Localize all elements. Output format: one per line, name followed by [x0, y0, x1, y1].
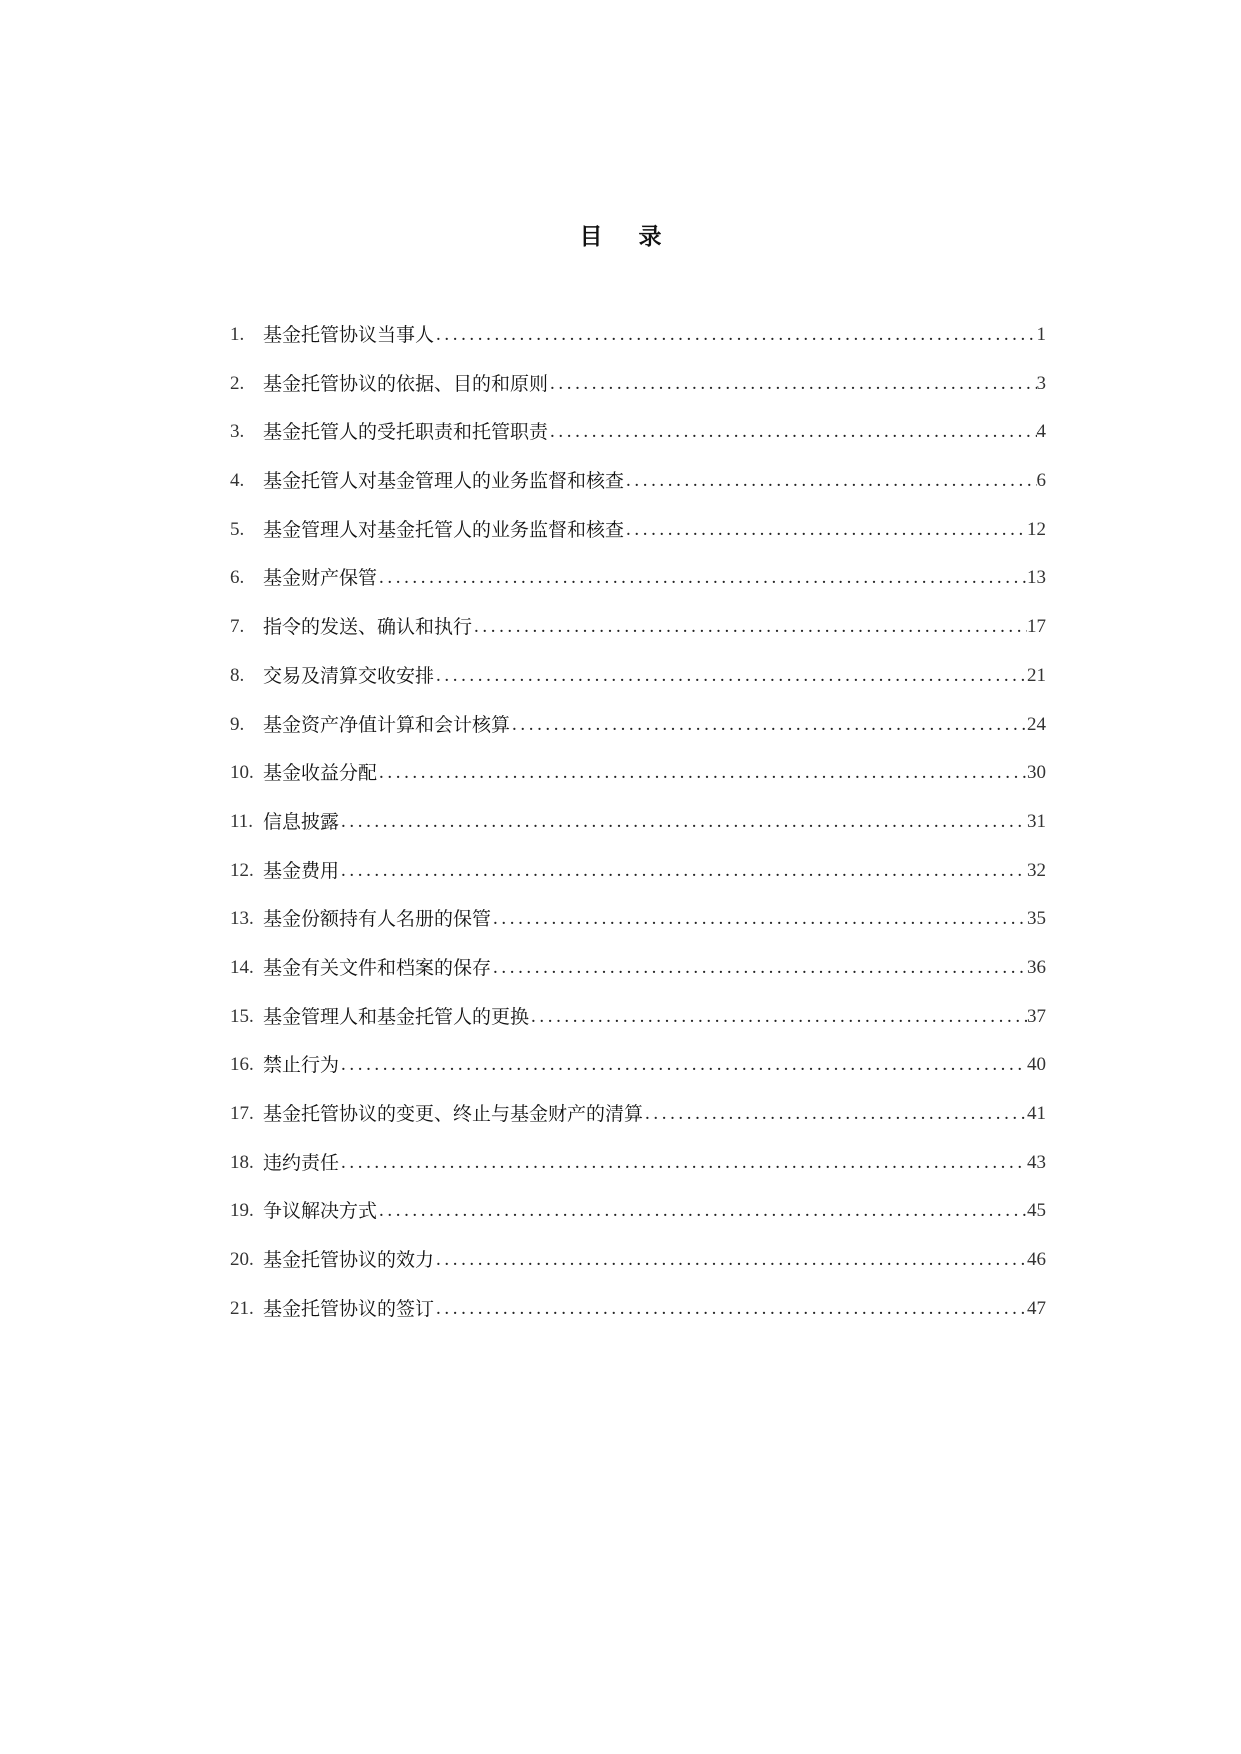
toc-entry-title: 争议解决方式 [263, 1200, 378, 1223]
toc-entry-number: 6. [230, 567, 245, 589]
toc-entry-page: 30 [1027, 762, 1046, 784]
toc-entry-number: 14. [230, 956, 254, 978]
toc-dot-leader [377, 1198, 1027, 1224]
toc-entry-number: 18. [230, 1151, 254, 1173]
toc-entry-number: 15. [230, 1005, 254, 1027]
toc-entry-page: 47 [1027, 1297, 1046, 1319]
toc-entry-title: 基金财产保管 [263, 567, 378, 590]
toc-entry-title: 基金份额持有人名册的保管 [263, 908, 492, 931]
toc-dot-leader [339, 858, 1027, 884]
toc-dot-leader [624, 468, 1036, 494]
toc-entry-number: 16. [230, 1054, 254, 1076]
toc-entry-number: 8. [230, 664, 245, 686]
toc-entry[interactable] [230, 858, 1046, 907]
toc-entry[interactable] [230, 517, 1046, 566]
toc-entry-page: 43 [1027, 1151, 1046, 1173]
toc-entry[interactable] [230, 1052, 1046, 1101]
toc-entry-number: 5. [230, 518, 245, 540]
toc-entry[interactable] [230, 1198, 1046, 1247]
toc-entry-title: 基金资产净值计算和会计核算 [263, 713, 511, 736]
toc-dot-leader [339, 809, 1027, 835]
toc-entry-page: 41 [1027, 1103, 1046, 1124]
toc-dot-leader [624, 517, 1027, 543]
toc-entry-number: 9. [230, 713, 245, 735]
toc-entry-title: 基金托管协议的签订 [263, 1297, 435, 1320]
toc-entry[interactable] [230, 614, 1046, 663]
toc-dot-leader [529, 1004, 1027, 1030]
toc-entry-number: 19. [230, 1200, 254, 1222]
toc-dot-leader [548, 419, 1036, 445]
toc-dot-leader [434, 1296, 1027, 1322]
toc-entry-page: 12 [1027, 518, 1046, 540]
toc-entry[interactable] [230, 419, 1046, 468]
toc-entry-title: 基金托管协议的效力 [263, 1249, 435, 1272]
toc-entry-number: 20. [230, 1249, 254, 1271]
toc-entry-title: 违约责任 [263, 1151, 340, 1174]
toc-entry-title: 基金管理人和基金托管人的更换 [263, 1005, 530, 1028]
toc-entry-number: 1. [230, 324, 245, 345]
toc-entry-number: 2. [230, 372, 245, 394]
toc-entry-number: 11. [230, 810, 254, 832]
toc-entry-page: 17 [1027, 616, 1046, 638]
toc-entry-page: 6 [1036, 470, 1046, 492]
toc-entry-title: 基金收益分配 [263, 762, 378, 785]
toc-entry-number: 17. [230, 1103, 254, 1124]
toc-dot-leader [434, 322, 1036, 348]
toc-dot-leader [339, 1052, 1027, 1078]
toc-dot-leader [434, 663, 1027, 689]
toc-entry-page: 40 [1027, 1054, 1046, 1076]
toc-entry-page: 21 [1027, 664, 1046, 686]
toc-entry-title: 指令的发送、确认和执行 [263, 616, 473, 639]
toc-dot-leader [339, 1150, 1027, 1176]
toc-entry[interactable] [230, 809, 1046, 858]
toc-entry-page: 32 [1027, 859, 1046, 881]
toc-entry-page: 31 [1027, 810, 1046, 832]
toc-entry-title: 基金托管人的受托职责和托管职责 [263, 421, 549, 444]
toc-dot-leader [472, 614, 1027, 640]
toc-entry[interactable] [230, 1004, 1046, 1053]
toc-entry-number: 13. [230, 908, 254, 930]
toc-entry-page: 24 [1027, 713, 1046, 735]
toc-entry-title: 禁止行为 [263, 1054, 340, 1077]
toc-entry-number: 4. [230, 470, 245, 492]
toc-entry-page: 36 [1027, 956, 1046, 978]
toc-entry[interactable] [230, 906, 1046, 955]
toc-title: 目 录 [579, 223, 676, 250]
toc-entry[interactable] [230, 322, 1046, 371]
toc-entry-number: 21. [230, 1297, 254, 1319]
toc-entry[interactable] [230, 1150, 1046, 1199]
toc-entry-title: 信息披露 [263, 810, 340, 833]
toc-dot-leader [491, 955, 1027, 981]
toc-entry-page: 37 [1027, 1005, 1046, 1027]
toc-entry-title: 基金托管协议的变更、终止与基金财产的清算 [263, 1103, 644, 1125]
toc-entry[interactable] [230, 760, 1046, 809]
toc-entry[interactable] [230, 565, 1046, 614]
toc-entry-page: 3 [1036, 372, 1046, 394]
toc-entry[interactable] [230, 955, 1046, 1004]
toc-entry[interactable] [230, 663, 1046, 712]
toc-entry-page: 46 [1027, 1249, 1046, 1271]
toc-entry[interactable] [230, 712, 1046, 761]
toc-dot-leader [434, 1247, 1027, 1273]
toc-dot-leader [643, 1101, 1027, 1127]
toc-entry-page: 45 [1027, 1200, 1046, 1222]
toc-entry-title: 基金费用 [263, 859, 340, 882]
toc-entry[interactable] [230, 1101, 1046, 1150]
toc-entry-title: 交易及清算交收安排 [263, 664, 435, 687]
toc-dot-leader [377, 565, 1027, 591]
toc-entry-title: 基金托管协议的依据、目的和原则 [263, 372, 549, 395]
toc-entry-number: 10. [230, 762, 254, 784]
toc-list [230, 322, 1046, 1344]
toc-entry[interactable] [230, 371, 1046, 420]
toc-entry-number: 12. [230, 859, 254, 881]
toc-dot-leader [491, 906, 1027, 932]
toc-dot-leader [510, 712, 1027, 738]
toc-dot-leader [548, 371, 1036, 397]
toc-entry-title: 基金托管协议当事人 [263, 324, 435, 346]
toc-entry-page: 4 [1036, 421, 1046, 443]
toc-entry[interactable] [230, 468, 1046, 517]
toc-entry-page: 1 [1036, 324, 1046, 345]
toc-entry-title: 基金管理人对基金托管人的业务监督和核查 [263, 518, 625, 541]
toc-dot-leader [377, 760, 1027, 786]
toc-entry-number: 7. [230, 616, 245, 638]
toc-entry-title: 基金有关文件和档案的保存 [263, 956, 492, 979]
toc-entry[interactable] [230, 1296, 1046, 1345]
toc-entry-title: 基金托管人对基金管理人的业务监督和核查 [263, 470, 625, 493]
toc-entry-page: 35 [1027, 908, 1046, 930]
toc-entry[interactable] [230, 1247, 1046, 1296]
toc-entry-number: 3. [230, 421, 245, 443]
toc-entry-page: 13 [1027, 567, 1046, 589]
